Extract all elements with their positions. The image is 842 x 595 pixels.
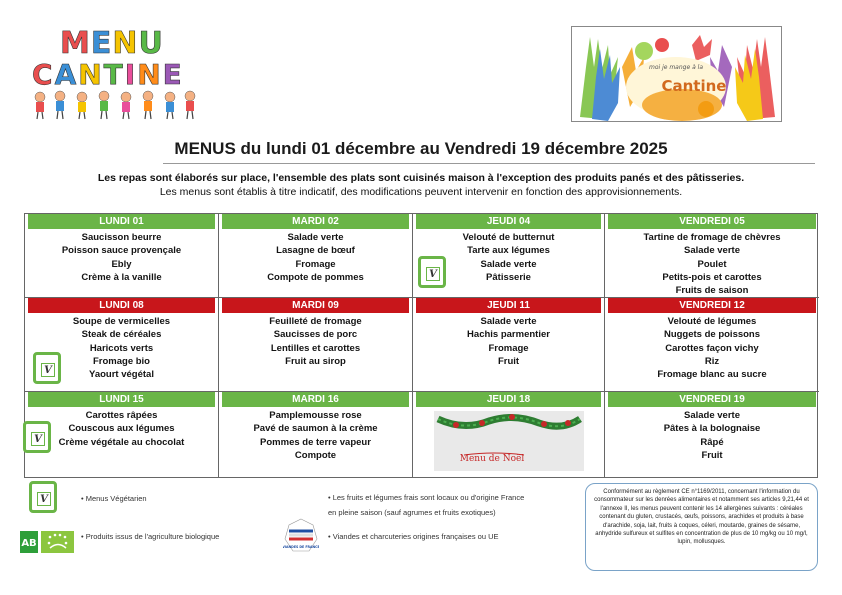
logo-letter: N [112, 26, 139, 61]
dish-list [605, 229, 819, 297]
dish-item: Ebly [111, 258, 132, 270]
dish-item: Fruit [701, 449, 723, 461]
legend-organic: • Produits issus de l'agriculture biologique [81, 532, 220, 541]
ab-logo-icon: AB [21, 538, 37, 549]
dish-list [219, 229, 412, 284]
dish-item: Soupe de vermicelles [72, 316, 171, 327]
dish-item: Râpé [700, 436, 724, 448]
day-header: JEUDI 04 [416, 214, 601, 229]
logo-letter: N [137, 58, 163, 91]
dish-list [413, 313, 604, 368]
dish-item: Salade verte [684, 245, 740, 257]
day-header: MARDI 16 [222, 392, 409, 407]
page-title: MENUS du lundi 01 décembre au Vendredi 19 décembre 2025 [174, 139, 668, 158]
day-header: JEUDI 11 [416, 298, 601, 313]
dish-item: Velouté de légumes [667, 316, 757, 327]
dish-item: Carottes râpées [85, 410, 158, 421]
dish-item: Nuggets de poissons [663, 329, 761, 341]
painted-hands-illustration [572, 27, 782, 122]
dish-item: Pommes de terre vapeur [260, 436, 371, 448]
dish-item: Haricots verts [89, 342, 154, 354]
day-header: VENDREDI 19 [608, 392, 816, 407]
day-cell-vendredi-12 [605, 298, 819, 392]
day-cell-mardi-16 [219, 392, 413, 478]
dish-item: Steak de céréales [81, 329, 162, 341]
legend-fruits-line-1: • Les fruits et légumes frais sont locaux ou d'origine France [328, 493, 525, 502]
logo-letter: M [60, 26, 91, 61]
menu-cantine-logo [30, 26, 200, 122]
dish-item: Fromage blanc au sucre [657, 369, 767, 381]
day-header: JEUDI 18 [416, 392, 601, 407]
dish-list [25, 229, 218, 284]
dish-item: Fruit [497, 355, 520, 367]
dish-item: Tarte aux légumes [467, 245, 550, 257]
dish-item: Poulet [697, 258, 727, 270]
dish-item: Compote de pommes [267, 271, 364, 283]
veg-v-icon: V [37, 492, 51, 506]
day-header: VENDREDI 05 [608, 214, 816, 229]
legend-fruits-line-2: en pleine saison (sauf agrumes et fruits exotiques) [328, 508, 496, 517]
day-cell-lundi-15 [25, 392, 219, 478]
day-cell-jeudi-11 [413, 298, 605, 392]
legend-vegetarian: • Menus Végétarien [81, 494, 147, 503]
day-header: LUNDI 15 [28, 392, 215, 407]
abf-logo-text: VIANDES DE FRANCE [283, 545, 319, 549]
vegetarian-badge-lundi-15 [23, 421, 51, 453]
logo-letter: I [124, 58, 138, 91]
christmas-garland-illustration [434, 411, 584, 471]
day-cell-vendredi-05 [605, 214, 819, 298]
dish-item: Fruit au sirop [285, 355, 346, 367]
logo-cantine-word [32, 58, 184, 91]
dish-item: Fromage [488, 342, 529, 354]
dish-item: Pâtes à la bolognaise [663, 423, 761, 435]
logo-letter: E [162, 58, 184, 91]
logo-letter: A [54, 58, 79, 91]
allergen-notice: Conformément au règlement CE n°1169/2011, concernant l'information du consommateur sur les denrées alimentaires et notamment ses articles 9,21,44 et l'annexe II, les menus peuvent contenir les 14 allergènes suivants : céréales contenant du gluten, crustacés, œufs, poissons, arachides et produits à base d'arachide, soja, lait, fruits à coques, céleri, moutarde, graines de sésame, anhydride sulfureux et sulfites en concentration de plus de 10 mg/kg ou 10 mg/l, lupin, mollusques. [585, 483, 818, 571]
logo-letter: U [138, 26, 164, 61]
dish-item: Salade verte [287, 232, 344, 243]
veg-v-icon: V [41, 363, 55, 377]
dish-item: Velouté de butternut [462, 232, 555, 243]
dish-item: Riz [704, 355, 720, 367]
day-cell-mardi-09 [219, 298, 413, 392]
cantine-hands-logo [571, 26, 782, 122]
cantine-logo-small-text: moi je mange à la [648, 64, 704, 71]
dish-item: Salade verte [480, 316, 537, 327]
day-cell-mardi-02 [219, 214, 413, 298]
dish-list [219, 313, 412, 368]
kids-illustration [30, 90, 200, 120]
day-header: LUNDI 08 [28, 298, 215, 313]
veg-v-icon: V [31, 432, 45, 446]
logo-letters [60, 26, 164, 61]
dish-item: Saucisses de porc [273, 329, 358, 341]
dish-item: Carottes façon vichy [665, 342, 759, 354]
logo-letter: T [103, 58, 125, 91]
dish-list [605, 407, 819, 462]
legend-veg-badge [29, 481, 57, 513]
logo-letter: C [32, 58, 55, 91]
logo-letter: E [90, 26, 113, 61]
dish-item: Tartine de fromage de chèvres [643, 232, 781, 243]
logo-menu-word [60, 26, 164, 61]
day-cell-vendredi-19 [605, 392, 819, 478]
dish-item: Salade verte [684, 410, 740, 421]
title-divider [163, 163, 815, 164]
dish-item: Pavé de saumon à la crème [253, 423, 378, 435]
dish-item: Feuilleté de fromage [269, 316, 362, 327]
dish-item: Pâtisserie [486, 271, 531, 283]
dish-list [605, 313, 819, 381]
dish-item: Poisson sauce provençale [61, 245, 182, 257]
intro-line-2: Les menus sont établis à titre indicatif, des modifications peuvent intervenir en fonction des approvisionnements. [159, 186, 683, 198]
dish-item: Yaourt végétal [89, 369, 154, 381]
vegetarian-badge-lundi-08 [33, 352, 61, 384]
dish-item: Crème végétale au chocolat [58, 436, 185, 448]
dish-item: Couscous aux légumes [68, 423, 175, 435]
legend-meats: • Viandes et charcuteries origines françaises ou UE [328, 532, 499, 541]
dish-item: Compote [294, 449, 337, 461]
dish-list [25, 407, 218, 449]
dish-item: Saucisson beurre [81, 232, 162, 243]
dish-list [219, 407, 412, 462]
day-header: LUNDI 01 [28, 214, 215, 229]
logo-letter: N [78, 58, 104, 91]
noel-label: Menu de Noël [459, 454, 525, 464]
dish-item: Pamplemousse rose [269, 410, 362, 421]
logo-letters [32, 58, 184, 91]
intro-line-1: Les repas sont élaborés sur place, l'ensemble des plats sont cuisinés maison à l'exception des produits panés et des pâtisseries. [97, 172, 745, 184]
dish-item: Lasagne de bœuf [276, 245, 355, 257]
dish-item: Fromage bio [92, 355, 150, 367]
christmas-menu-image [434, 411, 584, 471]
vegetarian-badge-jeudi-04 [418, 256, 446, 288]
day-header: MARDI 02 [222, 214, 409, 229]
viandes-de-france-logo [283, 517, 319, 557]
dish-item: Petits-pois et carottes [662, 271, 762, 283]
dish-item: Fruits de saison [675, 285, 749, 297]
dish-item: Hachis parmentier [467, 329, 550, 341]
dish-item: Crème à la vanille [81, 271, 162, 283]
dish-item: Lentilles et carottes [270, 342, 361, 354]
cantine-logo-text: Cantine [661, 77, 727, 95]
day-header: VENDREDI 12 [608, 298, 816, 313]
dish-list [413, 407, 604, 409]
day-header: MARDI 09 [222, 298, 409, 313]
dish-item: Fromage [295, 258, 336, 270]
organic-logos [20, 531, 74, 553]
day-cell-lundi-01 [25, 214, 219, 298]
veg-v-icon: V [426, 267, 440, 281]
dish-item: Salade verte [480, 258, 537, 270]
menu-table [24, 213, 818, 478]
